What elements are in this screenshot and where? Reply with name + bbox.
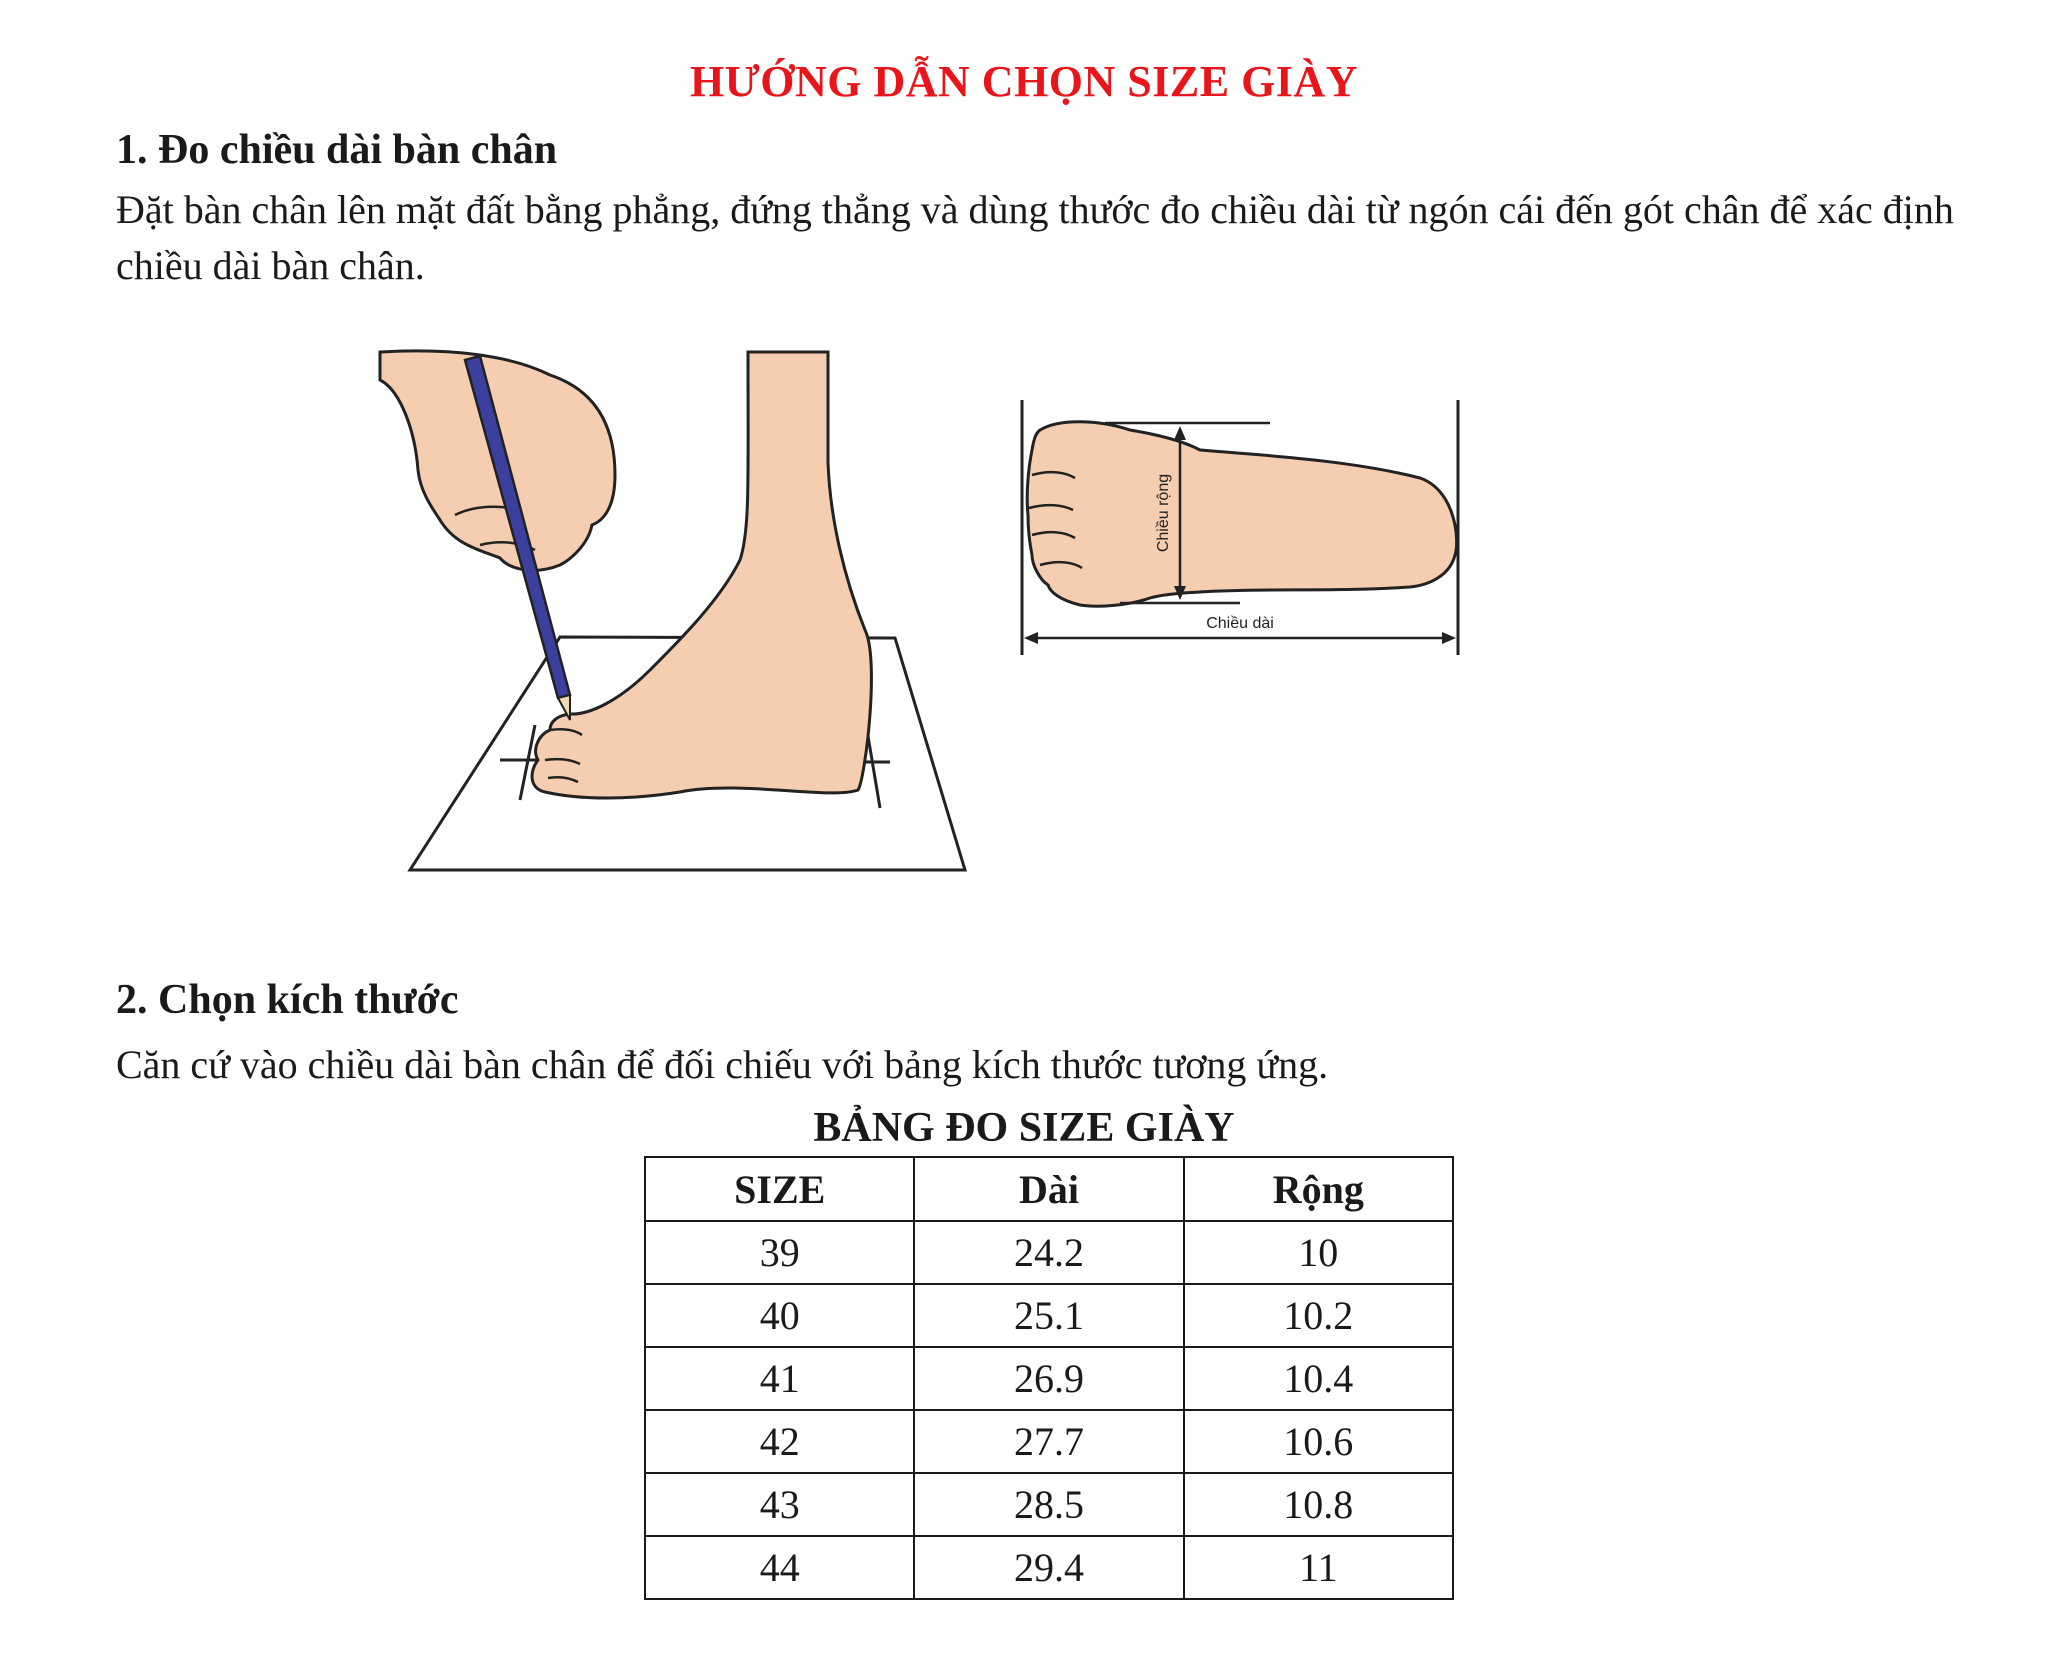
length-label: Chiều dài — [1206, 615, 1274, 632]
foot-measurement-illustration — [360, 330, 1460, 950]
cell-length: 27.7 — [914, 1410, 1183, 1473]
header-length: Dài — [914, 1157, 1183, 1221]
length-arrow-head-left — [1024, 632, 1038, 644]
section-2-text: Căn cứ vào chiều dài bàn chân để đối chiếu với bảng kích thước tương ứng. — [116, 1042, 1329, 1087]
cell-size: 43 — [645, 1473, 914, 1536]
foot-top-view — [1027, 422, 1456, 606]
table-header-row — [645, 1157, 1453, 1221]
length-arrow-head-right — [1442, 632, 1456, 644]
table-row — [645, 1221, 1453, 1284]
cell-length: 28.5 — [914, 1473, 1183, 1536]
cell-width: 10.4 — [1184, 1347, 1453, 1410]
section-1-text: Đặt bàn chân lên mặt đất bằng phẳng, đứng thẳng và dùng thước đo chiều dài từ ngón cái đến gót chân để xác định chiều dài bàn chân. — [116, 187, 1954, 288]
width-arrow-head-top — [1174, 426, 1186, 440]
cell-size: 42 — [645, 1410, 914, 1473]
cell-size: 39 — [645, 1221, 914, 1284]
table-row — [645, 1410, 1453, 1473]
cell-length: 26.9 — [914, 1347, 1183, 1410]
section-1-heading: 1. Đo chiều dài bàn chân — [116, 127, 558, 173]
header-width: Rộng — [1184, 1157, 1453, 1221]
cell-size: 41 — [645, 1347, 914, 1410]
table-row — [645, 1347, 1453, 1410]
width-label: Chiều rộng — [1155, 473, 1172, 553]
cell-width: 10 — [1184, 1221, 1453, 1284]
table-caption: BẢNG ĐO SIZE GIÀY — [813, 1105, 1235, 1151]
header-size: SIZE — [645, 1157, 914, 1221]
cell-size: 44 — [645, 1536, 914, 1599]
cell-length: 29.4 — [914, 1536, 1183, 1599]
cell-width: 10.6 — [1184, 1410, 1453, 1473]
cell-length: 24.2 — [914, 1221, 1183, 1284]
cell-length: 25.1 — [914, 1284, 1183, 1347]
cell-size: 40 — [645, 1284, 914, 1347]
page-title: HƯỚNG DẪN CHỌN SIZE GIÀY — [690, 57, 1358, 106]
table-row — [645, 1473, 1453, 1536]
section-2-heading: 2. Chọn kích thước — [116, 977, 459, 1023]
cell-width: 11 — [1184, 1536, 1453, 1599]
cell-width: 10.8 — [1184, 1473, 1453, 1536]
cell-width: 10.2 — [1184, 1284, 1453, 1347]
size-table — [644, 1156, 1454, 1600]
table-row — [645, 1284, 1453, 1347]
table-row — [645, 1536, 1453, 1599]
foot-measurement-svg — [360, 330, 1460, 950]
